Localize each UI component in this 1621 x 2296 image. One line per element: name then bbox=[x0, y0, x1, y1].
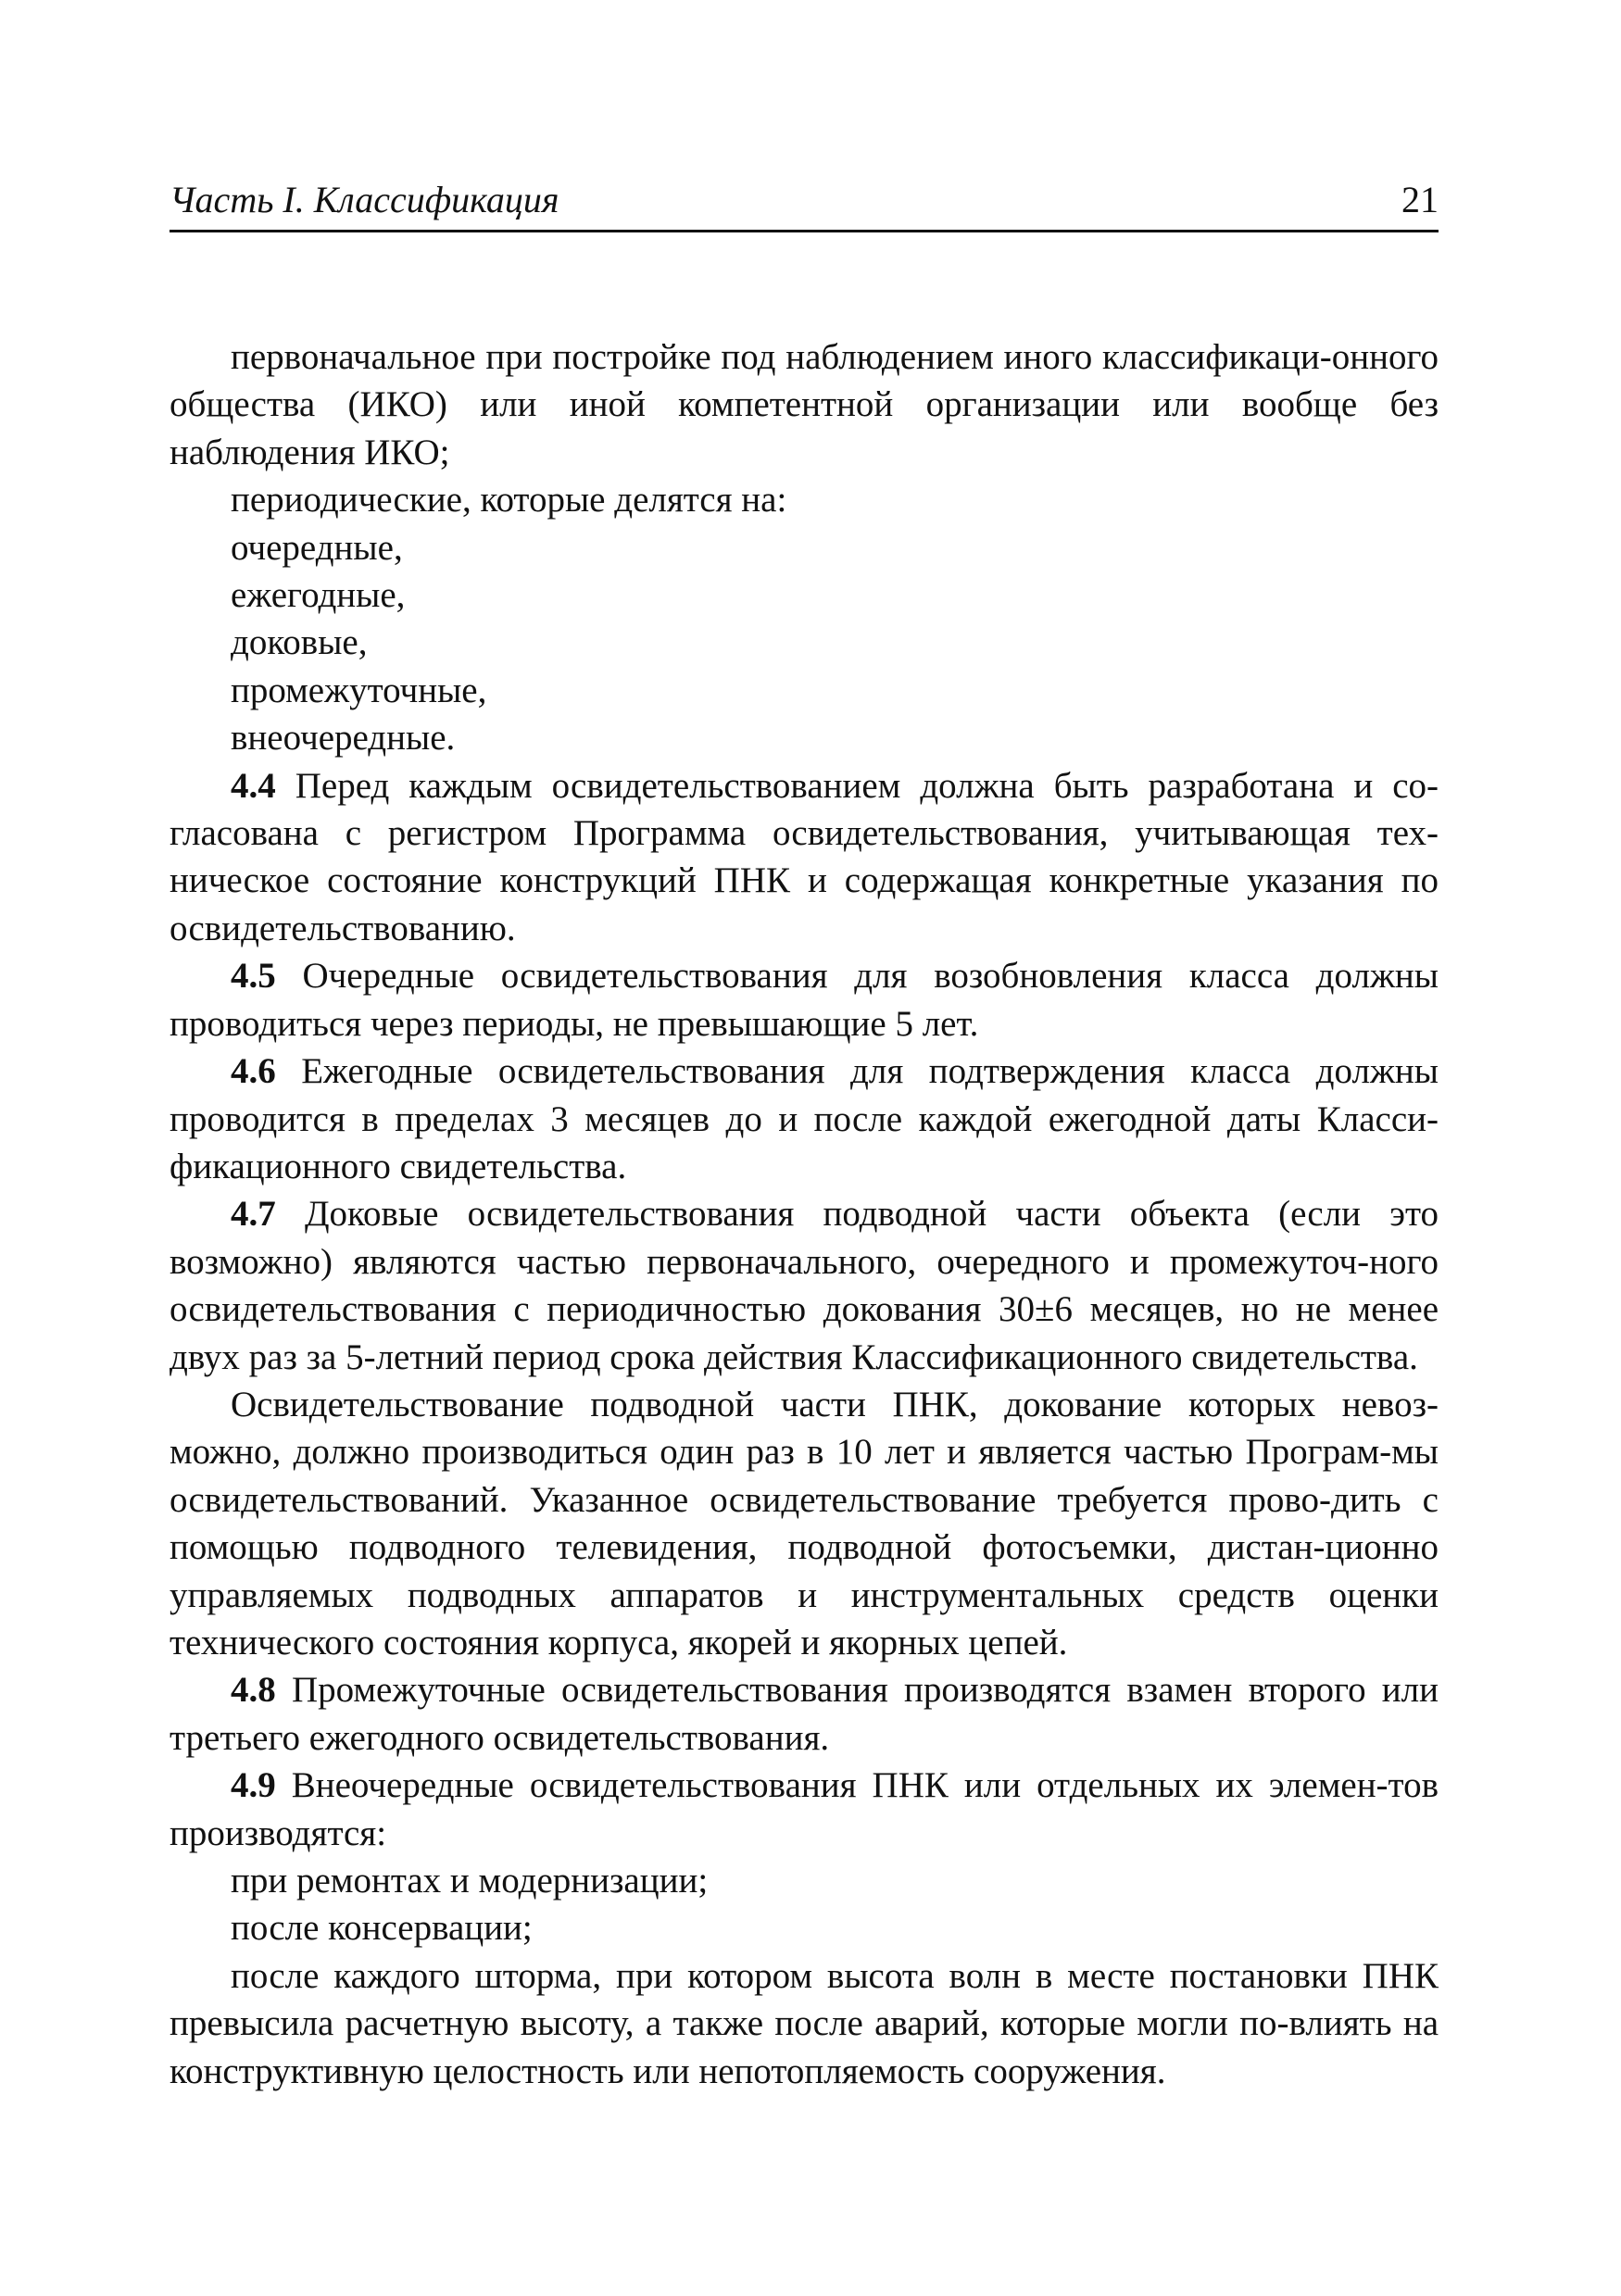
list-item: ежегодные, bbox=[231, 575, 406, 616]
clause-number: 4.6 bbox=[231, 1051, 276, 1092]
clause-4-8: 4.8 Промежуточные освидетельствования производятся взамен второго или третьего ежегодного освидетельствования. bbox=[170, 1670, 1439, 1758]
list-item: после каждого шторма, при котором высота волн в месте постановки ПНК превысила расчетную высоту, а также после аварий, которые могли по-влиять на конструктивную целостность или непотопляемость сооружения. bbox=[170, 1955, 1439, 2091]
clause-number: 4.8 bbox=[231, 1670, 276, 1711]
clause-number: 4.9 bbox=[231, 1765, 276, 1806]
body-text bbox=[170, 333, 1439, 2095]
clause-number: 4.4 bbox=[231, 765, 276, 806]
page-number: 21 bbox=[1401, 179, 1439, 220]
list-item: доковые, bbox=[231, 622, 368, 663]
clause-4-7: 4.7 Доковые освидетельствования подводной части объекта (если это возможно) являются частью первоначального, очередного и промежуточ-ного освидетельствования с периодичностью докования 30±6 месяцев, но не менее двух раз за 5-летний период срока действия Классификационного свидетельства. bbox=[170, 1194, 1439, 1377]
paragraph: Освидетельствование подводной части ПНК, докование которых невоз-можно, должно производиться один раз в 10 лет и является частью Програм-мы освидетельствований. Указанное освидетельствование требуется прово-дить с помощью подводного телевидения, подводной фотосъемки, дистан-ционно управляемых подводных аппаратов и инструментальных средств оценки технического состояния корпуса, якорей и якорных цепей. bbox=[170, 1384, 1439, 1662]
list-item: внеочередные. bbox=[231, 718, 456, 759]
clause-4-4: 4.4 Перед каждым освидетельствованием должна быть разработана и со-гласована с регистром Программа освидетельствования, учитывающая тех-ническое состояние конструкций ПНК и содержащая конкретные указания по освидетельствованию. bbox=[170, 765, 1439, 948]
header-title: Часть I. Классификация bbox=[170, 179, 559, 220]
clause-number: 4.5 bbox=[231, 956, 276, 997]
running-header bbox=[170, 178, 1439, 232]
paragraph: периодические, которые делятся на: bbox=[231, 480, 787, 521]
paragraph: первоначальное при постройке под наблюдением иного классификаци-онного общества (ИКО) или иной компетентной организации или вообще без наблюдения ИКО; bbox=[170, 337, 1439, 472]
clause-number: 4.7 bbox=[231, 1194, 276, 1235]
clause-4-9: 4.9 Внеочередные освидетельствования ПНК или отдельных их элемен-тов производятся: bbox=[170, 1765, 1439, 1853]
clause-4-5: 4.5 Очередные освидетельствования для возобновления класса должны проводиться через периоды, не превышающие 5 лет. bbox=[170, 956, 1439, 1044]
list-item: промежуточные, bbox=[231, 670, 487, 710]
list-item: при ремонтах и модернизации; bbox=[231, 1861, 709, 1901]
list-item: после консервации; bbox=[231, 1908, 533, 1949]
list-item: очередные, bbox=[231, 527, 403, 568]
clause-4-6: 4.6 Ежегодные освидетельствования для подтверждения класса должны проводится в пределах 3 месяцев до и после каждой ежегодной даты Класси-фикационного свидетельства. bbox=[170, 1051, 1439, 1186]
